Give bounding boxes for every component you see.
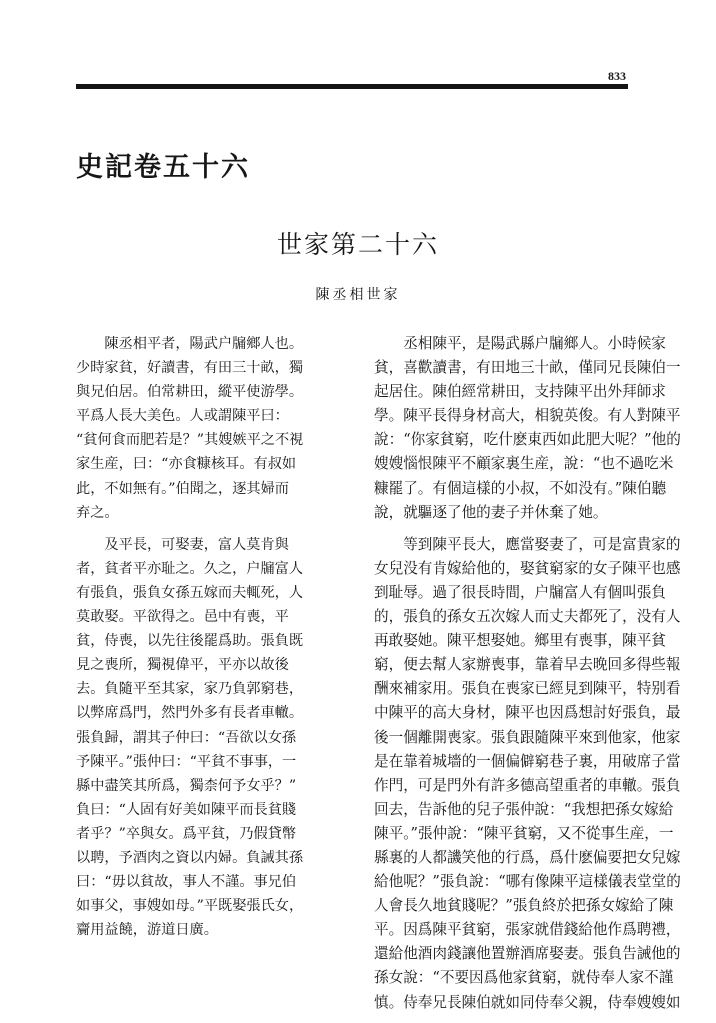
text-line: 平爲人長大美色。人或謂陳平曰： — [76, 408, 289, 425]
text-line: 弃之。 — [76, 504, 119, 521]
volume-title: 史記卷五十六 — [76, 152, 250, 183]
text-line: 以弊席爲門，然門外多有長者車轍。 — [76, 705, 304, 722]
text-line: 貧，喜歡讀書，有田地三十畝，僅同兄長陳伯一 — [374, 359, 681, 377]
text-line: 到耻辱。過了很長時間，户牖富人有個叫張負 — [374, 583, 666, 601]
text-line: 陳丞相平者，陽武户牖鄉人也。 — [76, 336, 304, 352]
text-line: 回去，告訴他的兒子張仲說：“我想把孫女嫁給 — [374, 800, 674, 818]
text-line: 孫女說：“不要因爲他家貧窮，就侍奉人家不謹 — [374, 969, 674, 987]
text-line: 縣裏的人都譏笑他的行爲，爲什麽偏要把女兒嫁 — [374, 848, 681, 866]
text-line: “貧何食而肥若是？”其嫂嫉平之不視 — [76, 432, 304, 449]
page-number: 833 — [608, 69, 626, 83]
text-line: 此，不如無有。”伯聞之，逐其婦而 — [76, 480, 289, 497]
text-line: 窮，便去幫人家辦喪事，靠着早去晚回多得些報 — [374, 656, 681, 674]
text-line: 糠罷了。有個這樣的小叔，不如没有。”陳伯聽 — [374, 479, 667, 497]
text-line: 酬來補家用。張負在喪家已經見到陳平，特别看 — [374, 680, 681, 698]
text-line: 等到陳平長大，應當娶妻了，可是富貴家的 — [374, 535, 681, 553]
text-line: 作門，可是門外有許多德高望重者的車轍。張負 — [374, 776, 681, 794]
text-line: 以聘，予酒肉之資以内婦。負誡其孫 — [76, 849, 304, 866]
text-line: 齎用益饒，游道日廣。 — [76, 922, 218, 939]
classical-text-column — [76, 332, 328, 950]
text-line: 的，張負的孫女五次嫁人而丈夫都死了，没有人 — [374, 608, 681, 626]
paragraph — [76, 533, 328, 943]
text-line: 慎。侍奉兄長陳伯就如同侍奉父親，侍奉嫂嫂如 — [374, 993, 681, 1011]
text-line: 予陳平。”張仲曰：“平貧不事事，一 — [76, 753, 297, 770]
paragraph — [76, 332, 328, 525]
paragraph — [374, 332, 681, 525]
text-line: 再敢娶她。陳平想娶她。鄉里有喪事，陳平貧 — [374, 632, 666, 650]
text-line: 有張負，張負女孫五嫁而夫輒死，人 — [76, 584, 304, 601]
text-line: 及平長，可娶妻，富人莫肯與 — [76, 536, 289, 553]
text-line: 曰：“毋以貧故，事人不謹。事兄伯 — [76, 874, 297, 891]
text-line: 後一個離開喪家。張負跟隨陳平來到他家，他家 — [374, 728, 681, 746]
text-line: 負曰：“人固有好美如陳平而長貧賤 — [76, 801, 297, 818]
text-line: 平。因爲陳平貧窮，張家就借錢給他作爲聘禮， — [374, 921, 681, 939]
text-line: 貧，侍喪，以先往後罷爲助。張負既 — [76, 633, 304, 650]
text-line: 嫂嫂惱恨陳平不顧家裏生産，說：“也不過吃米 — [374, 455, 674, 473]
paragraph — [374, 533, 681, 1015]
text-line: 人會長久地貧賤呢？”張負終於把孫女嫁給了陳 — [374, 897, 674, 915]
text-line: 丞相陳平，是陽武縣户牖鄉人。小時候家 — [374, 335, 666, 352]
text-line: 還給他酒肉錢讓他置辦酒席娶妻。張負告誡他的 — [374, 945, 681, 963]
text-line: 見之喪所，獨視偉平，平亦以故後 — [76, 657, 289, 674]
text-line: 給他呢？”張負說：“哪有像陳平這樣儀表堂堂的 — [374, 873, 681, 891]
text-line: 女兒没有肯嫁給他的，娶貧窮家的女子陳平也感 — [374, 559, 681, 577]
text-line: 張負歸，謂其子仲曰：“吾欲以女孫 — [76, 729, 297, 746]
text-line: 學。陳平長得身材高大，相貌英俊。有人對陳平 — [374, 407, 681, 425]
text-line: 說：“你家貧窮，吃什麽東西如此肥大呢？”他的 — [374, 431, 681, 449]
text-line: 起居住。陳伯經常耕田，支持陳平出外拜師求 — [374, 383, 666, 401]
text-line: 如事父，事嫂如母。”平既娶張氏女， — [76, 898, 304, 915]
header-rule — [76, 84, 628, 89]
text-line: 縣中盡笑其所爲，獨柰何予女乎？” — [76, 777, 297, 794]
text-line: 者，貧者平亦耻之。久之，户牖富人 — [76, 560, 304, 577]
text-line: 與兄伯居。伯常耕田，縱平使游學。 — [76, 384, 304, 401]
text-line: 中陳平的高大身材，陳平也因爲想討好張負，最 — [374, 704, 681, 722]
chapter-title: 陳丞相世家 — [315, 287, 401, 303]
text-line: 陳平。”張仲說：“陳平貧窮，又不從事生産，一 — [374, 824, 674, 842]
text-line: 去。負隨平至其家，家乃負郭窮巷， — [76, 681, 304, 698]
text-line: 莫敢娶。平欲得之。邑中有喪，平 — [76, 609, 289, 626]
text-line: 是在靠着城墻的一個偏僻窮巷子裏，用破席子當 — [374, 752, 681, 770]
text-line: 者乎？”卒與女。爲平貧，乃假貸幣 — [76, 825, 297, 842]
translation-text-column — [374, 332, 681, 1023]
text-line: 說，就驅逐了他的妻子并休棄了她。 — [374, 503, 608, 521]
text-line: 家生産，曰：“亦食糠核耳。有叔如 — [76, 456, 297, 473]
text-line: 少時家貧，好讀書，有田三十畝，獨 — [76, 360, 304, 377]
section-title: 世家第二十六 — [276, 230, 439, 259]
